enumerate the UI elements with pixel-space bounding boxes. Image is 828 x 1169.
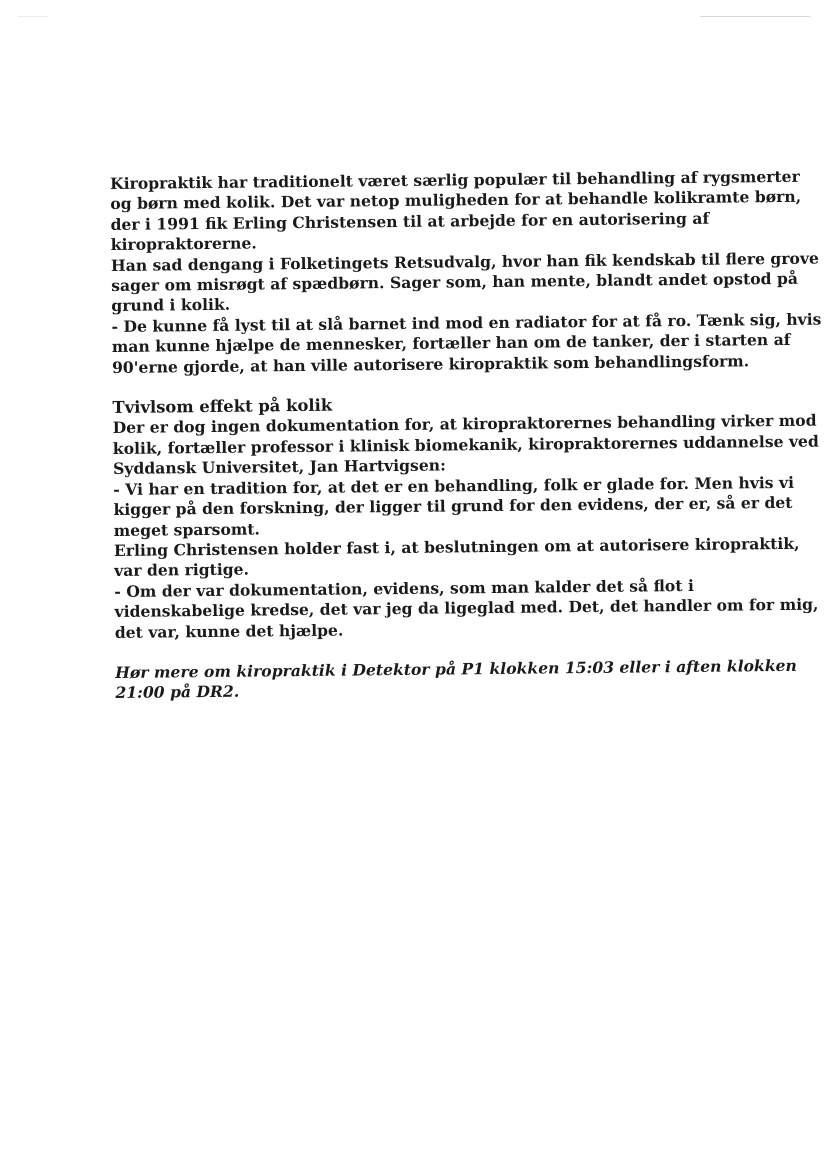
text-line: Der er dog ingen dokumentation for, at kiropraktorernes behandling virker mod <box>112 411 817 438</box>
text-line: Kiropraktik har traditionelt været særlig populær til behandling af rygsmerter <box>110 166 800 193</box>
text-line: kigger på den forskning, der ligger til grund for den evidens, der er, så er det <box>113 492 793 520</box>
text-line: Erling Christensen holder fast i, at beslutningen om at autorisere kiropraktik, <box>113 533 800 560</box>
text-line: - Om der var dokumentation, evidens, som man kalder det så flot i <box>114 575 694 601</box>
text-line: - De kunne få lyst til at slå barnet ind mod en radiator for at få ro. Tænk sig, hvis <box>111 309 822 336</box>
closing-line: Hør mere om kiropraktik i Detektor på P1 klokken 15:03 eller i aften klokken <box>115 655 797 682</box>
text-line: var den rigtige. <box>114 559 250 581</box>
text-line: Syddansk Universitet, Jan Hartvigsen: <box>112 455 446 479</box>
text-line: kiropraktorerne. <box>110 233 257 255</box>
text-line: kolik, fortæller professor i klinisk biomekanik, kiropraktorernes uddannelse ved <box>112 431 819 458</box>
text-line: - Vi har en tradition for, at det er en behandling, folk er glade for. Men hvis vi <box>113 472 795 499</box>
text-line: det var, kunne det hjælpe. <box>114 620 344 642</box>
text-line: og børn med kolik. Det var netop muligheden for at behandle kolikramte børn, <box>110 187 802 214</box>
closing-line: 21:00 på DR2. <box>115 682 240 703</box>
section-paragraphs <box>112 411 819 643</box>
article-body <box>110 166 822 704</box>
scan-artifact-rule-left <box>18 16 48 17</box>
closing-note <box>115 655 797 704</box>
text-line: Han sad dengang i Folketingets Retsudvalg, hvor han fik kendskab til flere grove <box>110 248 819 275</box>
section-heading: Tvivlsom effekt på kolik <box>112 395 333 418</box>
intro-paragraphs <box>110 166 822 378</box>
text-line: der i 1991 fik Erling Christensen til at arbejde for en autorisering af <box>110 208 710 234</box>
text-line: man kunne hjælpe de mennesker, fortæller han om de tanker, der i starten af <box>111 330 791 357</box>
text-line: 90'erne gjorde, at han ville autorisere kiropraktik som behandlingsform. <box>111 350 750 377</box>
scan-artifact-rule <box>700 16 810 17</box>
text-line: grund i kolik. <box>111 295 231 316</box>
text-line: videnskabelige kredse, det var jeg da ligeglad med. Det, det handler om for mig, <box>114 594 819 622</box>
text-line: sager om misrøgt af spædbørn. Sager som, han mente, blandt andet opstod på <box>111 268 799 296</box>
text-line: meget sparsomt. <box>113 518 261 540</box>
